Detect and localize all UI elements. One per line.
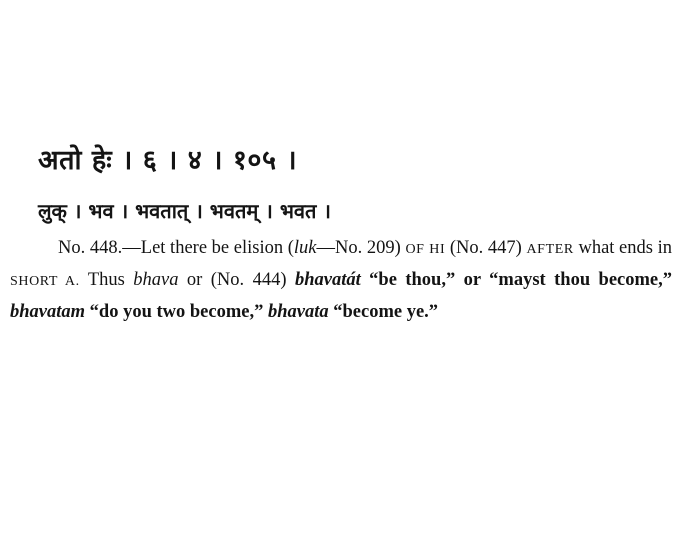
gloss-quote-1: “be thou,” or “mayst thou become,” xyxy=(369,270,673,290)
keyword-after: AFTER xyxy=(526,242,574,257)
gloss-quote-2: “do you two become,” xyxy=(89,302,264,322)
term-luk: luk xyxy=(293,238,317,258)
keyword-short-a: SHORT A. xyxy=(10,274,80,289)
rule-number: No. 448.— xyxy=(58,238,141,258)
term-bhavatam: bhavatam xyxy=(10,302,86,322)
commentary-text: (No. 447) xyxy=(445,238,527,258)
sutra-gloss: लुक् । भव । भवतात् । भवतम् । भवत । xyxy=(38,199,331,223)
keyword-of: OF xyxy=(405,242,425,257)
term-bhavatat: bhavatát xyxy=(294,270,361,290)
commentary-text: or (No. 444) xyxy=(178,270,295,290)
commentary-text: what ends in xyxy=(573,238,673,258)
term-bhava: bhava xyxy=(133,270,179,290)
commentary-paragraph xyxy=(10,233,672,328)
keyword-hi: HI xyxy=(429,242,446,257)
gloss-quote-3: “become ye.” xyxy=(333,302,439,322)
sutra-text: अतो हेः । ६ । ४ । १०५ । xyxy=(38,145,298,176)
commentary-text: Thus xyxy=(79,270,134,290)
term-bhavata: bhavata xyxy=(267,302,329,322)
commentary-text: —No. 209) xyxy=(316,238,406,258)
commentary-text: Let there be elision ( xyxy=(140,238,294,258)
